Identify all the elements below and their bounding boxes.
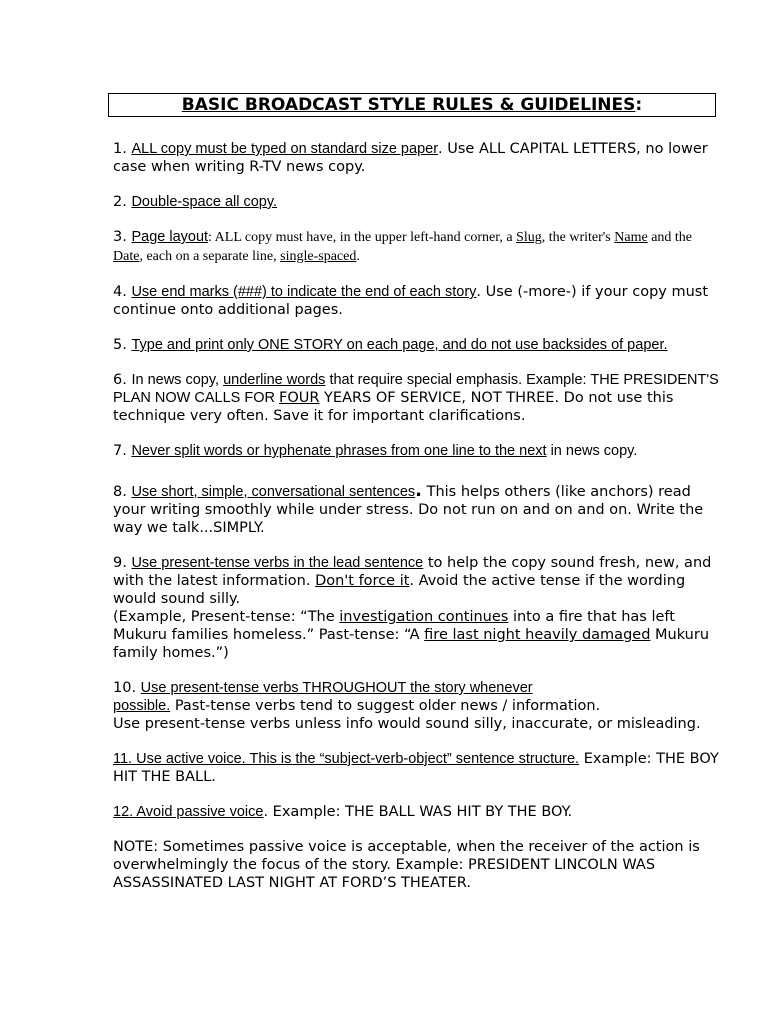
rule-3-slug: Slug [516, 230, 542, 245]
rule-11-emphasis: 11. Use active voice. This is the “subject-verb-object” sentence structure. [113, 751, 580, 767]
rule-9-investigation: investigation continues [339, 609, 509, 625]
rule-10-text-1: Past-tense verbs tend to suggest older news / information. [170, 698, 601, 714]
rule-8 [113, 482, 723, 537]
rule-1 [113, 140, 723, 176]
rule-1-number: 1. [113, 141, 132, 157]
rule-3-name: Name [614, 230, 648, 245]
rule-7-number: 7. [113, 443, 132, 459]
rule-4-text: . Use (-more-) if your copy must continue onto additional pages. [113, 284, 709, 318]
rule-7-text: in news copy. [546, 443, 638, 459]
rule-3 [113, 228, 723, 266]
rule-9-example-3: Mukuru family homes.”) [113, 627, 710, 661]
rule-10-number: 10. [113, 680, 141, 696]
rule-2 [113, 193, 723, 211]
rule-5 [113, 336, 723, 354]
title-colon: : [635, 95, 643, 115]
rule-8-emphasis: Use short, simple, conversational sentences [131, 484, 416, 500]
rule-6-text-2: that require special emphasis. Example: THE PRESIDENT'S PLAN NOW CALLS FOR [113, 372, 719, 406]
rule-3-colon: : [208, 230, 215, 245]
rule-11 [113, 750, 723, 786]
rule-3-layout: Page layout [131, 229, 209, 245]
rule-8-number: 8. [113, 484, 132, 500]
rule-9-fire: fire last night heavily damaged [424, 627, 651, 643]
rule-8-text: This helps others (like anchors) read your writing smoothly while under stress. Do not run on and on and on. Write the way we talk...SIMPLY. [113, 484, 704, 536]
rule-12 [113, 803, 723, 821]
rule-9-text-1: to help the copy sound fresh, new, and with the latest information. [113, 555, 712, 589]
rule-9-example-1: (Example, Present-tense: “The [113, 609, 340, 625]
rule-10-emphasis-2: possible. [113, 698, 171, 714]
rule-10-text-2: Use present-tense verbs unless info would sound silly, inaccurate, or misleading. [113, 716, 701, 732]
rule-9 [113, 554, 723, 662]
rule-3-text-4: , each on a separate line, [139, 249, 281, 264]
rule-3-single-spaced: single-spaced [280, 249, 357, 264]
rule-6 [113, 371, 723, 425]
title-box [108, 93, 716, 117]
rule-9-dont-force: Don't force it [315, 573, 410, 589]
rule-5-number: 5. [113, 337, 132, 353]
rule-9-number: 9. [113, 555, 132, 571]
rule-12-text: . Example: THE BALL WAS HIT BY THE BOY. [263, 804, 573, 820]
rule-5-emphasis: Type and print only ONE STORY on each page, and do not use backsides of paper. [131, 337, 668, 353]
page-title: BASIC BROADCAST STYLE RULES & GUIDELINES [181, 95, 636, 115]
rule-11-text: Example: THE BOY HIT THE BALL. [113, 751, 719, 785]
rule-4 [113, 283, 723, 319]
rule-10 [113, 679, 723, 733]
rule-6-four: FOUR [278, 390, 320, 406]
rule-2-emphasis: Double-space all copy. [131, 194, 278, 210]
rule-12-emphasis: 12. Avoid passive voice [113, 804, 264, 820]
rule-6-text-1: In news copy, [131, 372, 224, 388]
rule-9-text-2: . Avoid the active tense if the wording would sound silly. [113, 573, 686, 607]
rule-3-text-2: , the writer's [541, 230, 615, 245]
rule-3-number: 3. [113, 229, 132, 245]
rule-6-number: 6. [113, 372, 132, 388]
rule-1-emphasis: ALL copy must be typed on standard size paper [131, 141, 439, 157]
rule-10-emphasis-1: Use present-tense verbs THROUGHOUT the story whenever [140, 680, 533, 696]
rule-3-text-5: . [356, 249, 360, 264]
rule-7 [113, 442, 723, 460]
rule-4-number: 4. [113, 284, 132, 300]
rule-4-emphasis: Use end marks (###) to indicate the end of each story [131, 284, 477, 300]
rule-3-text-3: and the [647, 230, 693, 245]
rule-9-emphasis: Use present-tense verbs in the lead sentence [131, 555, 424, 571]
rule-1-text: . Use ALL CAPITAL LETTERS, no lower case when writing R-TV news copy. [113, 141, 708, 175]
rule-8-period: . [415, 480, 422, 501]
rule-7-emphasis: Never split words or hyphenate phrases from one line to the next [131, 443, 547, 459]
rule-3-text-1: ALL copy must have, in the upper left-hand corner, a [214, 230, 517, 245]
rules-list [113, 140, 723, 909]
rule-2-number: 2. [113, 194, 132, 210]
rule-9-example-2: into a fire that has left Mukuru families homeless.” Past-tense: “A [113, 609, 675, 643]
rule-3-date: Date [113, 249, 140, 264]
rule-6-emphasis: underline words [223, 372, 326, 388]
rule-6-text-3: YEARS OF SERVICE, NOT THREE. Do not use this technique very often. Save it for important clarifications. [113, 390, 674, 424]
note-paragraph: NOTE: Sometimes passive voice is acceptable, when the receiver of the action is overwhelmingly the focus of the story. Example: PRESIDENT LINCOLN WAS ASSASSINATED LAST NIGHT AT FORD’S THEATER. [113, 839, 700, 891]
